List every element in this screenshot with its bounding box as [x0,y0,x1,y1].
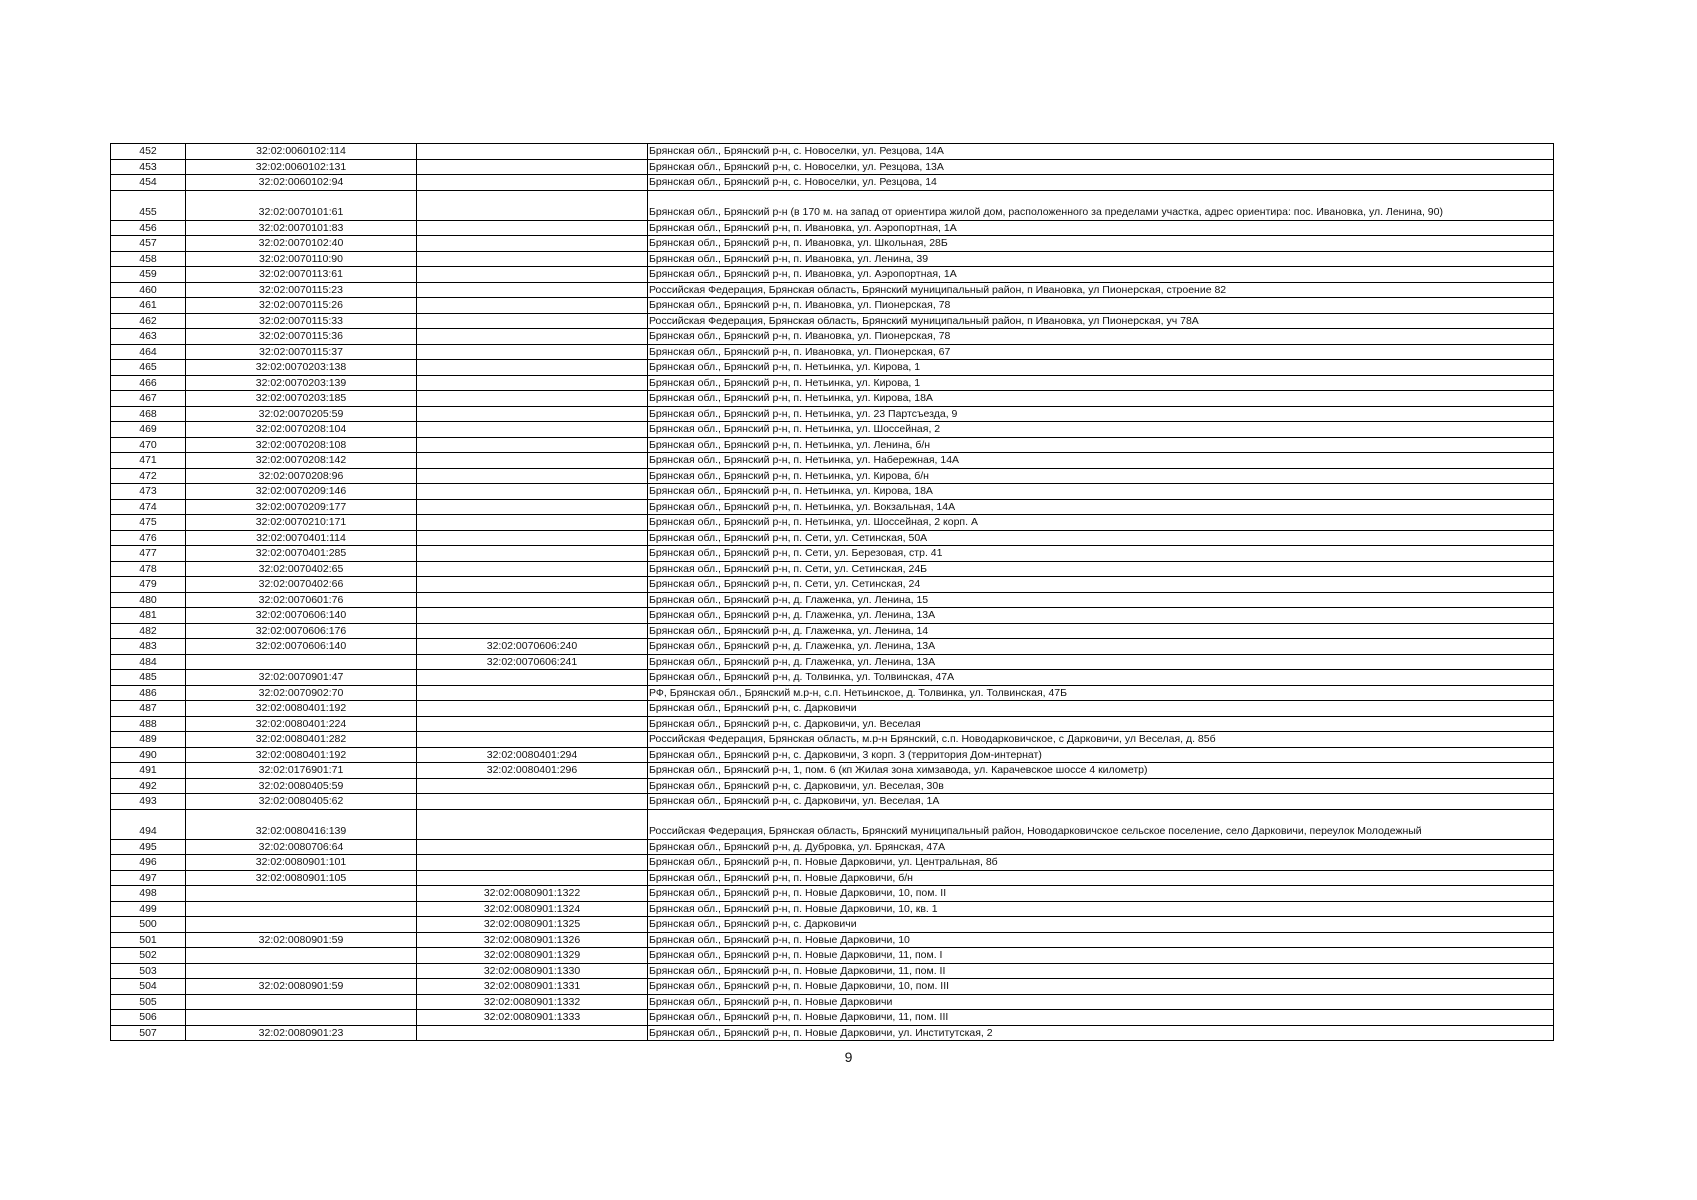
row-number-cell: 497 [111,870,186,886]
object-number-cell [417,530,648,546]
object-number-cell: 32:02:0080401:296 [417,763,648,779]
address-cell: Брянская обл., Брянский р-н, п. Ивановка, ул. Пионерская, 67 [648,344,1554,360]
object-number-cell: 32:02:0080901:1330 [417,963,648,979]
address-cell: Брянская обл., Брянский р-н, с. Новоселки, ул. Резцова, 14 [648,175,1554,191]
cadastral-number-cell: 32:02:0070203:139 [186,375,417,391]
cadastral-number-cell [186,948,417,964]
address-cell: Брянская обл., Брянский р-н, д. Глаженка, ул. Ленина, 13А [648,639,1554,655]
address-cell: Брянская обл., Брянский р-н, п. Сети, ул. Березовая, стр. 41 [648,546,1554,562]
object-number-cell [417,375,648,391]
row-number-cell: 493 [111,794,186,810]
object-number-cell [417,282,648,298]
object-number-cell: 32:02:0070606:240 [417,639,648,655]
table-row [111,1010,1554,1026]
table-row [111,236,1554,252]
table-row [111,190,1554,220]
table-row [111,360,1554,376]
object-number-cell [417,251,648,267]
object-number-cell [417,732,648,748]
table-row [111,484,1554,500]
row-number-cell: 488 [111,716,186,732]
cadastral-number-cell: 32:02:0080401:282 [186,732,417,748]
address-cell: Брянская обл., Брянский р-н, д. Глаженка, ул. Ленина, 13А [648,608,1554,624]
row-number-cell: 474 [111,499,186,515]
address-cell: Брянская обл., Брянский р-н, п. Новые Дарковичи, 10, пом. III [648,979,1554,995]
cadastral-number-cell: 32:02:0080405:62 [186,794,417,810]
cadastral-number-cell: 32:02:0070208:108 [186,437,417,453]
table-row [111,251,1554,267]
row-number-cell: 492 [111,778,186,794]
row-number-cell: 454 [111,175,186,191]
row-number-cell: 456 [111,220,186,236]
cadastral-number-cell: 32:02:0070209:177 [186,499,417,515]
cadastral-number-cell: 32:02:0070210:171 [186,515,417,531]
table-row [111,144,1554,160]
table-row [111,608,1554,624]
cadastral-number-cell: 32:02:0070115:33 [186,313,417,329]
address-cell: Брянская обл., Брянский р-н, п. Ивановка, ул. Пионерская, 78 [648,298,1554,314]
row-number-cell: 501 [111,932,186,948]
cadastral-number-cell: 32:02:0070203:138 [186,360,417,376]
object-number-cell [417,778,648,794]
address-cell: Брянская обл., Брянский р-н, с. Дарковичи [648,917,1554,933]
cadastral-number-cell: 32:02:0080901:101 [186,855,417,871]
table-row [111,561,1554,577]
table-row [111,855,1554,871]
row-number-cell: 505 [111,994,186,1010]
object-number-cell [417,608,648,624]
address-cell: Российская Федерация, Брянская область, м.р-н Брянский, с.п. Новодарковичское, с Дарковичи, ул Веселая, д. 85б [648,732,1554,748]
object-number-cell [417,236,648,252]
row-number-cell: 467 [111,391,186,407]
row-number-cell: 471 [111,453,186,469]
table-row [111,670,1554,686]
row-number-cell: 487 [111,701,186,717]
object-number-cell [417,190,648,220]
object-number-cell: 32:02:0080401:294 [417,747,648,763]
table-row [111,886,1554,902]
table-row [111,499,1554,515]
object-number-cell: 32:02:0080901:1326 [417,932,648,948]
object-number-cell [417,468,648,484]
object-number-cell [417,313,648,329]
address-cell: Брянская обл., Брянский р-н (в 170 м. на запад от ориентира жилой дом, расположенного за пределами участка, адрес ориентира: пос. Ивановка, ул. Ленина, 90) [648,190,1554,220]
address-cell: Брянская обл., Брянский р-н, п. Ивановка, ул. Ленина, 39 [648,251,1554,267]
cadastral-number-cell: 32:02:0070208:96 [186,468,417,484]
row-number-cell: 459 [111,267,186,283]
object-number-cell [417,453,648,469]
table-row [111,994,1554,1010]
cadastral-number-cell [186,654,417,670]
address-cell: Брянская обл., Брянский р-н, п. Новые Дарковичи, 11, пом. I [648,948,1554,964]
cadastral-number-cell: 32:02:0070606:140 [186,608,417,624]
table-row [111,577,1554,593]
address-cell: Брянская обл., Брянский р-н, п. Новые Дарковичи, ул. Институтская, 2 [648,1025,1554,1041]
cadastral-number-cell: 32:02:0070115:23 [186,282,417,298]
table-row [111,763,1554,779]
table-row [111,654,1554,670]
row-number-cell: 460 [111,282,186,298]
object-number-cell [417,855,648,871]
address-cell: Брянская обл., Брянский р-н, п. Новые Дарковичи, ул. Центральная, 8б [648,855,1554,871]
cadastral-number-cell: 32:02:0080706:64 [186,839,417,855]
object-number-cell [417,716,648,732]
cadastral-number-cell: 32:02:0070115:37 [186,344,417,360]
table-row [111,329,1554,345]
row-number-cell: 483 [111,639,186,655]
table-row [111,453,1554,469]
row-number-cell: 495 [111,839,186,855]
object-number-cell [417,298,648,314]
row-number-cell: 457 [111,236,186,252]
cadastral-number-cell [186,994,417,1010]
table-row [111,406,1554,422]
cadastral-number-cell [186,901,417,917]
page-number: 9 [844,1049,853,1065]
cadastral-number-cell: 32:02:0070402:65 [186,561,417,577]
table-row [111,282,1554,298]
table-row [111,437,1554,453]
cadastral-number-cell: 32:02:0060102:114 [186,144,417,160]
property-table [110,143,1554,1041]
address-cell: Брянская обл., Брянский р-н, п. Нетьинка, ул. Кирова, 1 [648,360,1554,376]
object-number-cell [417,267,648,283]
address-cell: Брянская обл., Брянский р-н, п. Новые Дарковичи, 10, пом. II [648,886,1554,902]
object-number-cell: 32:02:0070606:241 [417,654,648,670]
table-row [111,391,1554,407]
row-number-cell: 465 [111,360,186,376]
object-number-cell: 32:02:0080901:1325 [417,917,648,933]
address-cell: Брянская обл., Брянский р-н, д. Глаженка, ул. Ленина, 15 [648,592,1554,608]
table-row [111,530,1554,546]
object-number-cell [417,623,648,639]
cadastral-number-cell [186,1010,417,1026]
table-row [111,809,1554,839]
object-number-cell: 32:02:0080901:1333 [417,1010,648,1026]
table-row [111,948,1554,964]
address-cell: Брянская обл., Брянский р-н, п. Ивановка, ул. Пионерская, 78 [648,329,1554,345]
cadastral-number-cell: 32:02:0070101:83 [186,220,417,236]
row-number-cell: 485 [111,670,186,686]
address-cell: Брянская обл., Брянский р-н, с. Дарковичи, 3 корп. 3 (территория Дом-интернат) [648,747,1554,763]
object-number-cell [417,839,648,855]
object-number-cell [417,144,648,160]
address-cell: Брянская обл., Брянский р-н, д. Глаженка, ул. Ленина, 14 [648,623,1554,639]
address-cell: Брянская обл., Брянский р-н, п. Новые Дарковичи, 11, пом. III [648,1010,1554,1026]
cadastral-number-cell: 32:02:0070115:36 [186,329,417,345]
table-row [111,623,1554,639]
row-number-cell: 503 [111,963,186,979]
address-cell: Брянская обл., Брянский р-н, п. Новые Дарковичи, б/н [648,870,1554,886]
object-number-cell [417,515,648,531]
row-number-cell: 499 [111,901,186,917]
object-number-cell [417,391,648,407]
row-number-cell: 489 [111,732,186,748]
cadastral-number-cell: 32:02:0070901:47 [186,670,417,686]
cadastral-number-cell: 32:02:0070205:59 [186,406,417,422]
cadastral-number-cell: 32:02:0070401:114 [186,530,417,546]
row-number-cell: 504 [111,979,186,995]
address-cell: Брянская обл., Брянский р-н, п. Нетьинка, ул. Кирова, 1 [648,375,1554,391]
table-row [111,870,1554,886]
object-number-cell [417,329,648,345]
address-cell: Брянская обл., Брянский р-н, с. Дарковичи, ул. Веселая [648,716,1554,732]
table-row [111,732,1554,748]
object-number-cell [417,220,648,236]
object-number-cell [417,159,648,175]
address-cell: Брянская обл., Брянский р-н, п. Сети, ул. Сетинская, 24 [648,577,1554,593]
row-number-cell: 461 [111,298,186,314]
table-row [111,932,1554,948]
table-row [111,592,1554,608]
table-row [111,901,1554,917]
object-number-cell [417,360,648,376]
row-number-cell: 502 [111,948,186,964]
row-number-cell: 498 [111,886,186,902]
row-number-cell: 475 [111,515,186,531]
table-row [111,515,1554,531]
address-cell: Брянская обл., Брянский р-н, с. Дарковичи [648,701,1554,717]
object-number-cell: 32:02:0080901:1329 [417,948,648,964]
object-number-cell [417,794,648,810]
cadastral-number-cell: 32:02:0060102:94 [186,175,417,191]
table-row [111,159,1554,175]
row-number-cell: 470 [111,437,186,453]
address-cell: Российская Федерация, Брянская область, Брянский муниципальный район, п Ивановка, ул Пионерская, строение 82 [648,282,1554,298]
object-number-cell: 32:02:0080901:1324 [417,901,648,917]
row-number-cell: 452 [111,144,186,160]
row-number-cell: 478 [111,561,186,577]
table-row [111,963,1554,979]
object-number-cell: 32:02:0080901:1331 [417,979,648,995]
cadastral-number-cell: 32:02:0070203:185 [186,391,417,407]
cadastral-number-cell [186,917,417,933]
row-number-cell: 479 [111,577,186,593]
table-row [111,639,1554,655]
table-row [111,979,1554,995]
object-number-cell [417,577,648,593]
cadastral-number-cell: 32:02:0080401:192 [186,747,417,763]
address-cell: Брянская обл., Брянский р-н, п. Ивановка, ул. Аэропортная, 1А [648,267,1554,283]
row-number-cell: 463 [111,329,186,345]
object-number-cell: 32:02:0080901:1332 [417,994,648,1010]
object-number-cell [417,175,648,191]
table-row [111,220,1554,236]
row-number-cell: 468 [111,406,186,422]
object-number-cell [417,670,648,686]
address-cell: Брянская обл., Брянский р-н, п. Нетьинка, ул. 23 Партсъезда, 9 [648,406,1554,422]
row-number-cell: 486 [111,685,186,701]
row-number-cell: 484 [111,654,186,670]
row-number-cell: 500 [111,917,186,933]
cadastral-number-cell: 32:02:0070113:61 [186,267,417,283]
address-cell: Российская Федерация, Брянская область, Брянский муниципальный район, п Ивановка, ул Пионерская, уч 78А [648,313,1554,329]
address-cell: Брянская обл., Брянский р-н, п. Новые Дарковичи, 10, кв. 1 [648,901,1554,917]
cadastral-number-cell: 32:02:0060102:131 [186,159,417,175]
object-number-cell [417,1025,648,1041]
table-row [111,375,1554,391]
object-number-cell [417,809,648,839]
cadastral-number-cell: 32:02:0070606:176 [186,623,417,639]
object-number-cell [417,406,648,422]
table-row [111,267,1554,283]
cadastral-number-cell: 32:02:0070902:70 [186,685,417,701]
row-number-cell: 462 [111,313,186,329]
row-number-cell: 453 [111,159,186,175]
cadastral-number-cell: 32:02:0080901:59 [186,979,417,995]
address-cell: РФ, Брянская обл., Брянский м.р-н, с.п. Нетьинское, д. Толвинка, ул. Толвинская, 47Б [648,685,1554,701]
cadastral-number-cell: 32:02:0070606:140 [186,639,417,655]
table-row [111,701,1554,717]
object-number-cell [417,870,648,886]
table-row [111,917,1554,933]
address-cell: Брянская обл., Брянский р-н, д. Глаженка, ул. Ленина, 13А [648,654,1554,670]
object-number-cell [417,561,648,577]
cadastral-number-cell: 32:02:0070102:40 [186,236,417,252]
address-cell: Брянская обл., Брянский р-н, д. Дубровка, ул. Брянская, 47А [648,839,1554,855]
object-number-cell [417,546,648,562]
address-cell: Брянская обл., Брянский р-н, п. Нетьинка, ул. Вокзальная, 14А [648,499,1554,515]
address-cell: Брянская обл., Брянский р-н, п. Новые Дарковичи [648,994,1554,1010]
table-row [111,344,1554,360]
address-cell: Брянская обл., Брянский р-н, п. Новые Дарковичи, 11, пом. II [648,963,1554,979]
object-number-cell [417,499,648,515]
table-row [111,546,1554,562]
address-cell: Брянская обл., Брянский р-н, п. Нетьинка, ул. Ленина, б/н [648,437,1554,453]
table-row [111,747,1554,763]
address-cell: Брянская обл., Брянский р-н, с. Дарковичи, ул. Веселая, 30в [648,778,1554,794]
row-number-cell: 472 [111,468,186,484]
table-row [111,468,1554,484]
row-number-cell: 494 [111,809,186,839]
cadastral-number-cell: 32:02:0080416:139 [186,809,417,839]
address-cell: Брянская обл., Брянский р-н, п. Нетьинка, ул. Кирова, 18А [648,484,1554,500]
row-number-cell: 477 [111,546,186,562]
row-number-cell: 491 [111,763,186,779]
cadastral-number-cell: 32:02:0080901:105 [186,870,417,886]
cadastral-number-cell: 32:02:0070115:26 [186,298,417,314]
table-row [111,298,1554,314]
table-body [111,144,1554,1041]
row-number-cell: 496 [111,855,186,871]
object-number-cell [417,592,648,608]
row-number-cell: 466 [111,375,186,391]
row-number-cell: 481 [111,608,186,624]
cadastral-number-cell: 32:02:0080901:23 [186,1025,417,1041]
row-number-cell: 476 [111,530,186,546]
address-cell: Брянская обл., Брянский р-н, п. Ивановка, ул. Школьная, 28Б [648,236,1554,252]
cadastral-number-cell: 32:02:0070401:285 [186,546,417,562]
object-number-cell [417,701,648,717]
cadastral-number-cell: 32:02:0070601:76 [186,592,417,608]
address-cell: Брянская обл., Брянский р-н, п. Нетьинка, ул. Шоссейная, 2 [648,422,1554,438]
cadastral-number-cell [186,886,417,902]
row-number-cell: 469 [111,422,186,438]
object-number-cell [417,344,648,360]
row-number-cell: 473 [111,484,186,500]
table-row [111,685,1554,701]
table-row [111,422,1554,438]
cadastral-number-cell: 32:02:0070208:104 [186,422,417,438]
table-row [111,839,1554,855]
address-cell: Брянская обл., Брянский р-н, п. Нетьинка, ул. Кирова, 18А [648,391,1554,407]
table-row [111,716,1554,732]
cadastral-number-cell: 32:02:0070110:90 [186,251,417,267]
address-cell: Брянская обл., Брянский р-н, п. Нетьинка, ул. Набережная, 14А [648,453,1554,469]
row-number-cell: 464 [111,344,186,360]
address-cell: Брянская обл., Брянский р-н, д. Толвинка, ул. Толвинская, 47А [648,670,1554,686]
table-row [111,175,1554,191]
address-cell: Брянская обл., Брянский р-н, с. Дарковичи, ул. Веселая, 1А [648,794,1554,810]
address-cell: Российская Федерация, Брянская область, Брянский муниципальный район, Новодарковичское сельское поселение, село Дарковичи, переулок Молодежный [648,809,1554,839]
cadastral-number-cell: 32:02:0070101:61 [186,190,417,220]
cadastral-number-cell: 32:02:0080405:59 [186,778,417,794]
row-number-cell: 480 [111,592,186,608]
row-number-cell: 458 [111,251,186,267]
row-number-cell: 507 [111,1025,186,1041]
row-number-cell: 482 [111,623,186,639]
row-number-cell: 455 [111,190,186,220]
table-row [111,1025,1554,1041]
cadastral-number-cell [186,963,417,979]
object-number-cell [417,685,648,701]
address-cell: Брянская обл., Брянский р-н, п. Ивановка, ул. Аэропортная, 1А [648,220,1554,236]
row-number-cell: 490 [111,747,186,763]
address-cell: Брянская обл., Брянский р-н, п. Нетьинка, ул. Кирова, б/н [648,468,1554,484]
cadastral-number-cell: 32:02:0070209:146 [186,484,417,500]
address-cell: Брянская обл., Брянский р-н, п. Сети, ул. Сетинская, 50А [648,530,1554,546]
object-number-cell [417,437,648,453]
address-cell: Брянская обл., Брянский р-н, п. Новые Дарковичи, 10 [648,932,1554,948]
table-row [111,313,1554,329]
object-number-cell [417,422,648,438]
cadastral-number-cell: 32:02:0080401:192 [186,701,417,717]
object-number-cell: 32:02:0080901:1322 [417,886,648,902]
cadastral-number-cell: 32:02:0070208:142 [186,453,417,469]
row-number-cell: 506 [111,1010,186,1026]
address-cell: Брянская обл., Брянский р-н, с. Новоселки, ул. Резцова, 13А [648,159,1554,175]
address-cell: Брянская обл., Брянский р-н, п. Нетьинка, ул. Шоссейная, 2 корп. А [648,515,1554,531]
address-cell: Брянская обл., Брянский р-н, п. Сети, ул. Сетинская, 24Б [648,561,1554,577]
table-row [111,794,1554,810]
cadastral-number-cell: 32:02:0176901:71 [186,763,417,779]
object-number-cell [417,484,648,500]
cadastral-number-cell: 32:02:0080401:224 [186,716,417,732]
cadastral-number-cell: 32:02:0070402:66 [186,577,417,593]
address-cell: Брянская обл., Брянский р-н, 1, пом. 6 (кп Жилая зона химзавода, ул. Карачевское шоссе 4 километр) [648,763,1554,779]
address-cell: Брянская обл., Брянский р-н, с. Новоселки, ул. Резцова, 14А [648,144,1554,160]
cadastral-number-cell: 32:02:0080901:59 [186,932,417,948]
table-row [111,778,1554,794]
